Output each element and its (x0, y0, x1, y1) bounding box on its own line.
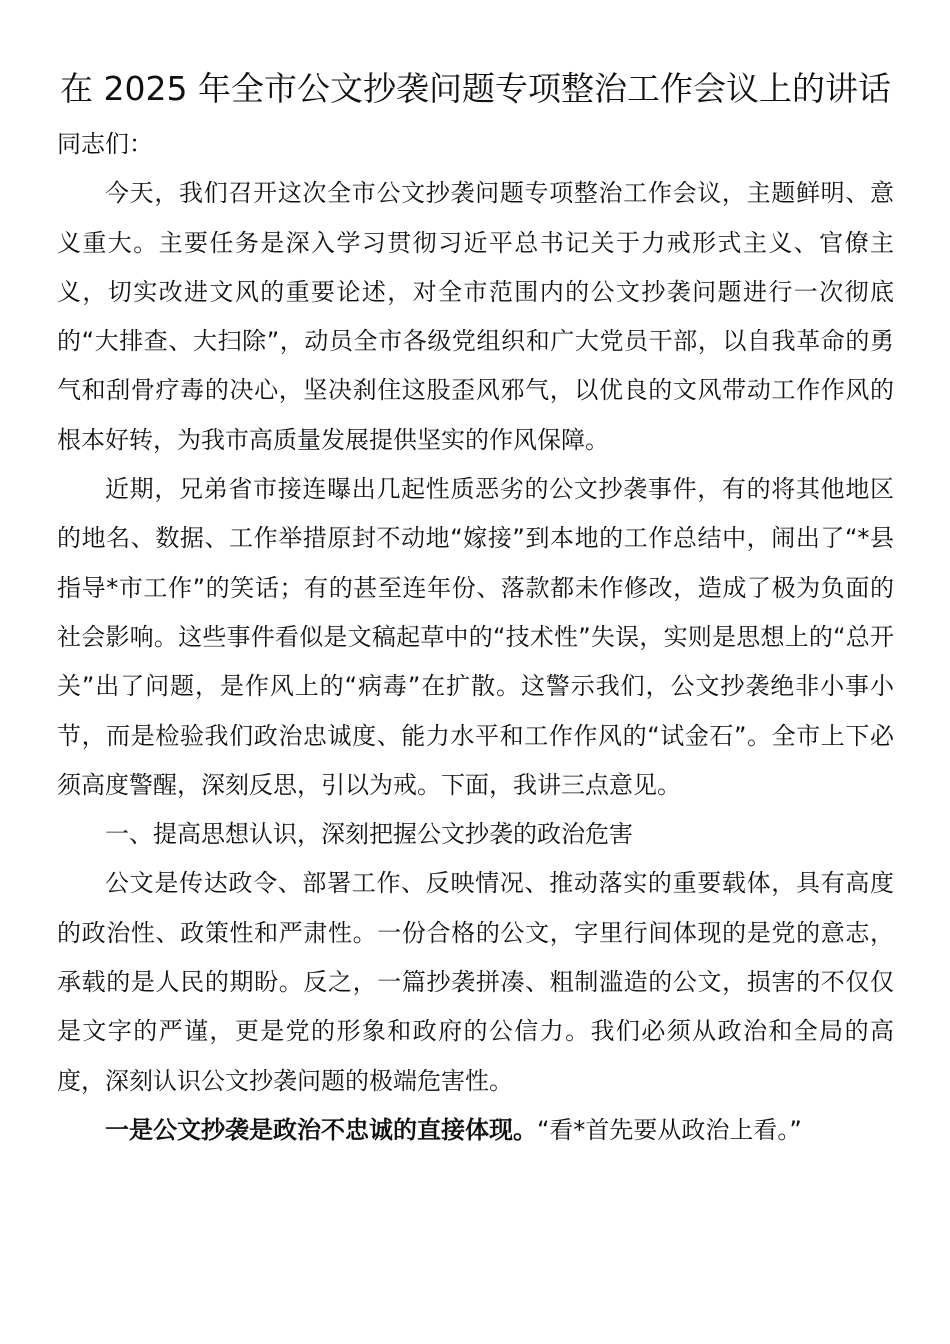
salutation: 同志们： (57, 130, 153, 158)
paragraph-intro: 今天，我们召开这次全市公文抄袭问题专项整治工作会议，主题鲜明、意义重大。主要任务是深入学习贯彻习近平总书记关于力戒形式主义、官僚主义，切实改进文风的重要论述，对全市范围内的公文抄袭问题进行一次彻底的“大排查、大扫除”，动员全市各级党组织和广大党员干部，以自我革命的勇气和刮骨疗毒的决心，坚决刹住这股歪风邪气，以优良的文风带动工作作风的根本好转，为我市高质量发展提供坚实的作风保障。 (57, 179, 894, 454)
paragraph-section-one: 公文是传达政令、部署工作、反映情况、推动落实的重要载体，具有高度的政治性、政策性和严肃性。一份合格的公文，字里行间体现的是党的意志，承载的是人民的期盼。反之，一篇抄袭拼凑、粗制滥造的公文，损害的不仅仅是文字的严谨，更是党的形象和政府的公信力。我们必须从政治和全局的高度，深刻认识公文抄袭问题的极端危害性。 (57, 869, 894, 1095)
point-one-text: “看*首先要从政治上看。” (537, 1115, 802, 1144)
paragraph-background: 近期，兄弟省市接连曝出几起性质恶劣的公文抄袭事件，有的将其他地区的地名、数据、工作举措原封不动地“嫁接”到本地的工作总结中，闹出了“*县指导*市工作”的笑话；有的甚至连年份、落款都未作修改，造成了极为负面的社会影响。这些事件看似是文稿起草中的“技术性”失误，实则是思想上的“总开关”出了问题，是作风上的“病毒”在扩散。这警示我们，公文抄袭绝非小事小节，而是检验我们政治忠诚度、能力水平和工作作风的“试金石”。全市上下必须高度警醒，深刻反思，引以为戒。下面，我讲三点意见。 (57, 475, 894, 799)
section-heading-one: 一、提高思想认识，深刻把握公文抄袭的政治危害 (105, 820, 633, 849)
document-title: 在 2025 年全市公文抄袭问题专项整治工作会议上的讲话 (60, 69, 891, 108)
paragraph-point-one (57, 1106, 894, 1155)
point-one-lead: 一是公文抄袭是政治不忠诚的直接体现。 (105, 1115, 537, 1144)
